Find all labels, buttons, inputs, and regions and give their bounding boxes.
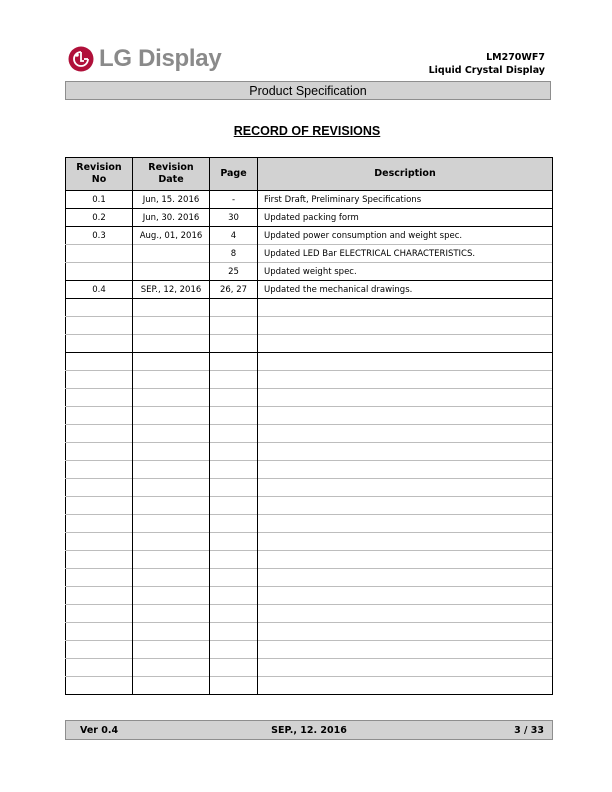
table-row (66, 299, 553, 317)
cell-page (210, 641, 258, 659)
cell-description: Updated packing form (258, 209, 553, 227)
cell-description (258, 623, 553, 641)
cell-description (258, 335, 553, 353)
cell-page: 4 (210, 227, 258, 245)
cell-revision-no (66, 641, 133, 659)
cell-revision-date (133, 587, 210, 605)
cell-page (210, 371, 258, 389)
cell-description (258, 389, 553, 407)
cell-revision-date (133, 515, 210, 533)
table-row (66, 623, 553, 641)
table-row (66, 461, 553, 479)
cell-revision-date: Jun, 30. 2016 (133, 209, 210, 227)
cell-page (210, 461, 258, 479)
cell-revision-date (133, 569, 210, 587)
cell-page (210, 389, 258, 407)
cell-description (258, 317, 553, 335)
cell-revision-no (66, 551, 133, 569)
cell-revision-no (66, 569, 133, 587)
cell-revision-date (133, 407, 210, 425)
cell-revision-no (66, 335, 133, 353)
cell-description (258, 587, 553, 605)
cell-revision-no: 0.3 (66, 227, 133, 245)
cell-page (210, 569, 258, 587)
table-row (66, 317, 553, 335)
cell-revision-date: SEP., 12, 2016 (133, 281, 210, 299)
section-title: RECORD OF REVISIONS (233, 124, 381, 138)
cell-revision-date (133, 497, 210, 515)
cell-revision-no (66, 605, 133, 623)
cell-description: Updated LED Bar ELECTRICAL CHARACTERISTICS. (258, 245, 553, 263)
header-revision-no: Revision No (66, 158, 133, 191)
cell-revision-no (66, 659, 133, 677)
cell-description: First Draft, Preliminary Specifications (258, 191, 553, 209)
cell-page (210, 497, 258, 515)
table-row (66, 569, 553, 587)
cell-revision-date: Aug., 01, 2016 (133, 227, 210, 245)
cell-revision-no (66, 299, 133, 317)
cell-revision-no: 0.4 (66, 281, 133, 299)
cell-revision-no (66, 533, 133, 551)
table-row (66, 407, 553, 425)
cell-revision-date (133, 443, 210, 461)
cell-revision-date (133, 605, 210, 623)
cell-revision-no (66, 371, 133, 389)
cell-description (258, 533, 553, 551)
cell-revision-no: 0.1 (66, 191, 133, 209)
cell-description (258, 479, 553, 497)
cell-page: - (210, 191, 258, 209)
footer-bar (65, 720, 553, 740)
cell-revision-date (133, 299, 210, 317)
table-row (66, 335, 553, 353)
cell-page (210, 677, 258, 695)
cell-page (210, 299, 258, 317)
cell-revision-no (66, 497, 133, 515)
cell-revision-no (66, 461, 133, 479)
table-row (66, 245, 553, 263)
cell-page (210, 443, 258, 461)
cell-description (258, 371, 553, 389)
cell-description (258, 515, 553, 533)
table-row (66, 371, 553, 389)
cell-description (258, 443, 553, 461)
cell-page (210, 317, 258, 335)
table-row (66, 281, 553, 299)
cell-description (258, 497, 553, 515)
table-row (66, 443, 553, 461)
cell-description (258, 299, 553, 317)
cell-page (210, 335, 258, 353)
cell-page: 8 (210, 245, 258, 263)
cell-page (210, 623, 258, 641)
cell-revision-no (66, 353, 133, 371)
cell-revision-no (66, 479, 133, 497)
cell-revision-no (66, 263, 133, 281)
cell-revision-date (133, 317, 210, 335)
cell-revision-date (133, 245, 210, 263)
cell-revision-no (66, 623, 133, 641)
cell-page (210, 551, 258, 569)
cell-description (258, 353, 553, 371)
cell-revision-date (133, 263, 210, 281)
cell-revision-date (133, 659, 210, 677)
brand-logo (68, 45, 221, 73)
model-number: LM270WF7 (486, 52, 545, 63)
table-row (66, 479, 553, 497)
table-row (66, 515, 553, 533)
header-description: Description (258, 158, 553, 191)
cell-page (210, 659, 258, 677)
cell-page: 25 (210, 263, 258, 281)
cell-page (210, 605, 258, 623)
revision-table (65, 157, 553, 695)
cell-description (258, 659, 553, 677)
cell-revision-date (133, 461, 210, 479)
cell-revision-date (133, 353, 210, 371)
product-type: Liquid Crystal Display (428, 65, 545, 76)
cell-revision-no (66, 677, 133, 695)
table-row (66, 497, 553, 515)
table-row (66, 353, 553, 371)
cell-page (210, 407, 258, 425)
header-revision-date: Revision Date (133, 158, 210, 191)
cell-description (258, 551, 553, 569)
cell-description: Updated weight spec. (258, 263, 553, 281)
logo-text: LG Display (99, 45, 222, 72)
cell-description (258, 641, 553, 659)
cell-description: Updated power consumption and weight spec. (258, 227, 553, 245)
table-row (66, 587, 553, 605)
table-header-row (66, 158, 553, 191)
cell-description (258, 677, 553, 695)
cell-revision-no (66, 245, 133, 263)
cell-revision-date: Jun, 15. 2016 (133, 191, 210, 209)
table-row (66, 389, 553, 407)
cell-revision-no (66, 587, 133, 605)
footer-version: Ver 0.4 (80, 725, 119, 736)
spec-title-bar: Product Specification (65, 81, 551, 100)
cell-page (210, 479, 258, 497)
table-row (66, 227, 553, 245)
cell-revision-no (66, 443, 133, 461)
cell-revision-no: 0.2 (66, 209, 133, 227)
cell-description (258, 425, 553, 443)
cell-page (210, 425, 258, 443)
cell-revision-no (66, 407, 133, 425)
table-row (66, 425, 553, 443)
cell-page (210, 515, 258, 533)
model-block (429, 51, 545, 77)
cell-page (210, 353, 258, 371)
lg-logo-icon (68, 46, 94, 72)
cell-revision-date (133, 551, 210, 569)
header-page: Page (210, 158, 258, 191)
table-row (66, 659, 553, 677)
cell-revision-date (133, 623, 210, 641)
cell-page (210, 533, 258, 551)
cell-description (258, 605, 553, 623)
footer-date: SEP., 12. 2016 (271, 725, 347, 736)
cell-revision-date (133, 533, 210, 551)
table-row (66, 263, 553, 281)
cell-revision-date (133, 389, 210, 407)
cell-revision-no (66, 389, 133, 407)
cell-revision-no (66, 317, 133, 335)
table-row (66, 605, 553, 623)
cell-description: Updated the mechanical drawings. (258, 281, 553, 299)
cell-revision-date (133, 677, 210, 695)
table-row (66, 677, 553, 695)
cell-revision-date (133, 641, 210, 659)
cell-revision-no (66, 515, 133, 533)
cell-page (210, 587, 258, 605)
table-row (66, 551, 553, 569)
cell-revision-date (133, 335, 210, 353)
table-row (66, 191, 553, 209)
table-row (66, 209, 553, 227)
cell-description (258, 569, 553, 587)
cell-page: 26, 27 (210, 281, 258, 299)
cell-description (258, 461, 553, 479)
revision-table-body (66, 191, 553, 695)
cell-page: 30 (210, 209, 258, 227)
cell-revision-date (133, 425, 210, 443)
cell-revision-date (133, 371, 210, 389)
footer-page-number: 3 / 33 (514, 725, 544, 736)
cell-revision-date (133, 479, 210, 497)
cell-revision-no (66, 425, 133, 443)
cell-description (258, 407, 553, 425)
table-row (66, 641, 553, 659)
table-row (66, 533, 553, 551)
